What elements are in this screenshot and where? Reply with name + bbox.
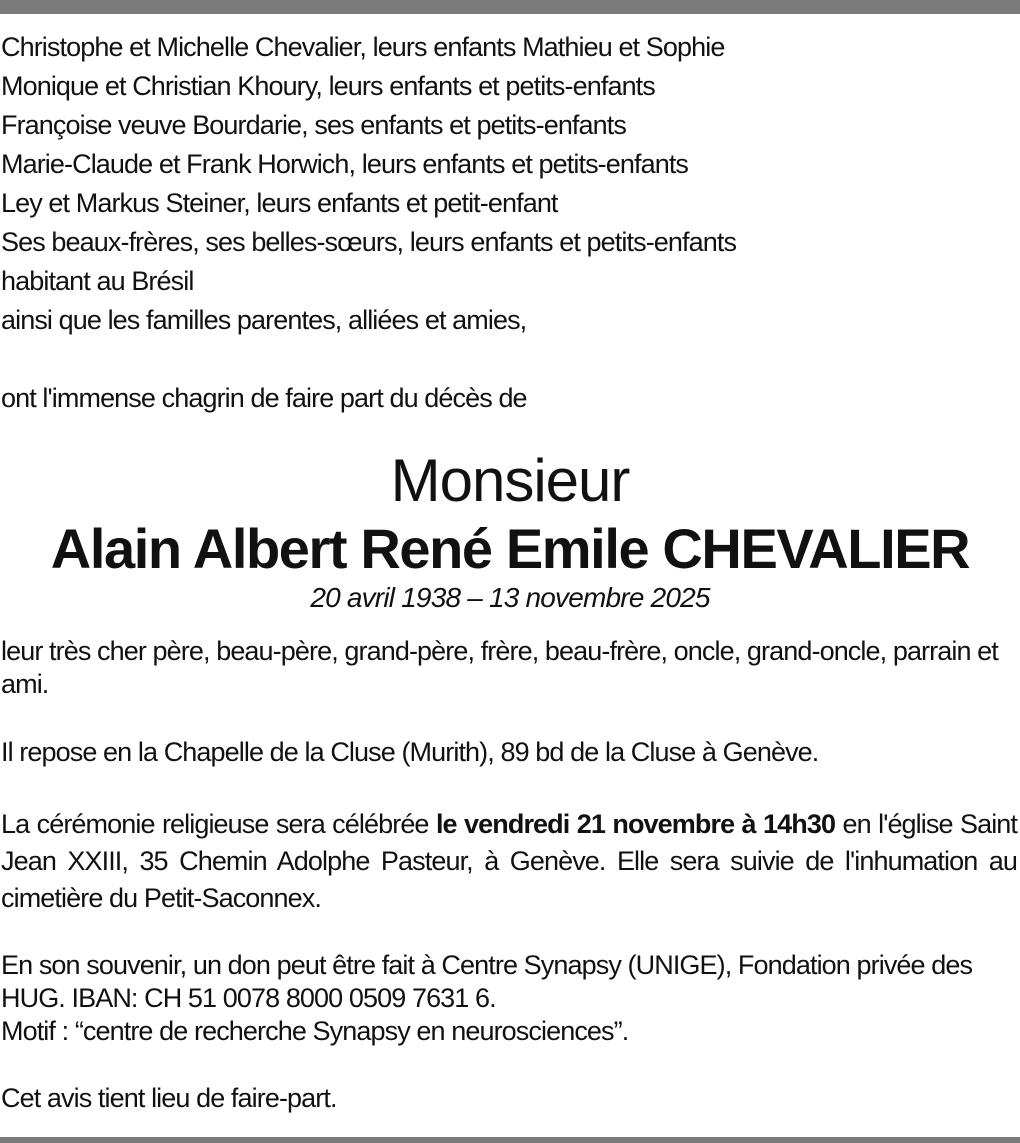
family-line: Françoise veuve Bourdarie, ses enfants et petits-enfants [1,110,626,140]
closing-note: Cet avis tient lieu de faire-part. [1,1083,337,1113]
obituary-notice [1,28,1017,1115]
donation-text: En son souvenir, un don peut être fait à Centre Synapsy (UNIGE), Fondation privée des HUG. IBAN: CH 51 0078 8000 0509 7631 6. [1,950,973,1013]
family-line: Ses beaux-frères, ses belles-sœurs, leurs enfants et petits-enfants [1,227,737,257]
family-line: Monique et Christian Khoury, leurs enfants et petits-enfants [1,71,655,101]
deceased-dates: 20 avril 1938 – 13 novembre 2025 [310,582,710,613]
bottom-rule [0,1137,1020,1143]
ceremony-text-before: La cérémonie religieuse sera célébrée [1,809,436,839]
family-line: Christophe et Michelle Chevalier, leurs enfants Mathieu et Sophie [1,32,725,62]
top-rule [0,0,1020,14]
repose-paragraph: Il repose en la Chapelle de la Cluse (Murith), 89 bd de la Cluse à Genève. [1,737,819,767]
deceased-honorific: Monsieur [390,447,630,514]
family-line: Ley et Markus Steiner, leurs enfants et petit-enfant [1,188,558,218]
family-line: Marie-Claude et Frank Horwich, leurs enfants et petits-enfants [1,149,689,179]
family-list [1,28,1017,340]
relation-paragraph: leur très cher père, beau-père, grand-père, frère, beau-frère, oncle, grand-oncle, parrain et ami. [1,636,998,699]
donation-paragraph [1,949,1017,1048]
ceremony-paragraph [1,806,1017,917]
family-line: ainsi que les familles parentes, alliées et amies, [1,305,527,335]
ceremony-date-time: le vendredi 21 novembre à 14h30 [435,809,836,839]
announcement-intro: ont l'immense chagrin de faire part du décès de [1,383,527,413]
donation-motif: Motif : “centre de recherche Synapsy en neurosciences”. [1,1016,629,1046]
deceased-name: Alain Albert René Emile CHEVALIER [50,517,970,580]
family-line: habitant au Brésil [1,266,194,296]
ceremony-text-after: en l'église Saint Jean XXIII, 35 Chemin Adolphe Pasteur, à Genève. Elle sera suivie de l'inhumation au cimetière du Petit-Saconnex. [1,809,1018,913]
